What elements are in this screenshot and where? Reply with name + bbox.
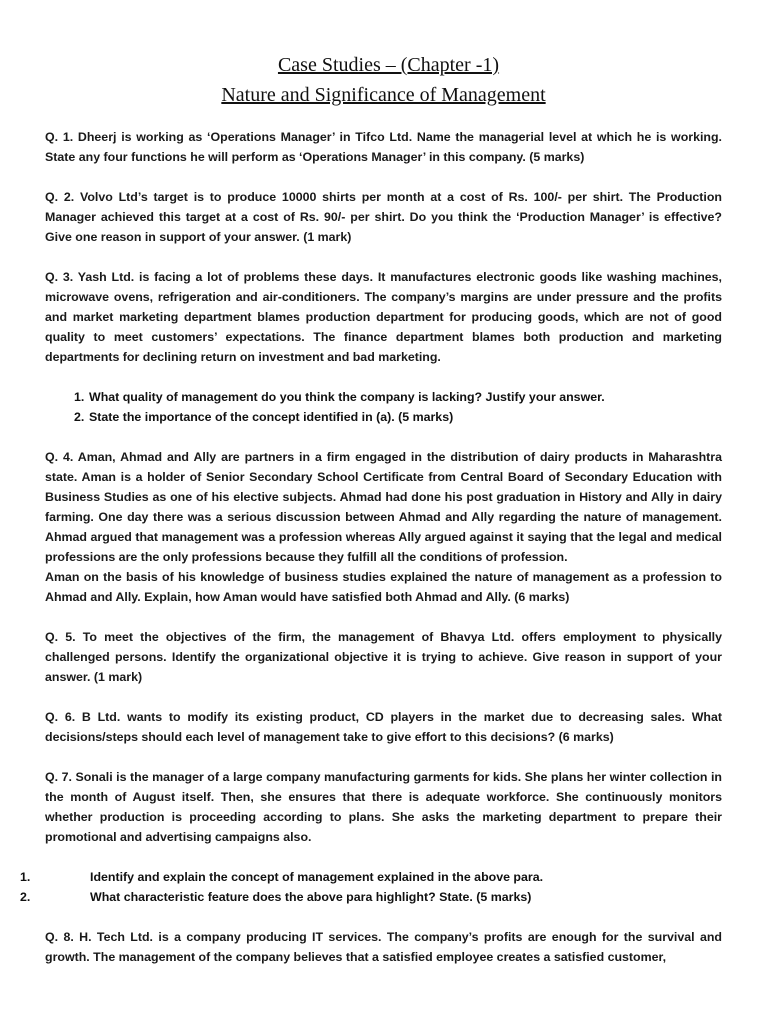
question-1: Q. 1. Dheerj is working as ‘Operations Manager’ in Tifco Ltd. Name the managerial level at which he is working. State any four functions he will perform as ‘Operations Manager’ in this company. (5 marks) — [45, 130, 722, 164]
question-8: Q. 8. H. Tech Ltd. is a company producing IT services. The company’s profits are enough for the survival and growth. The management of the company believes that a satisfied employee creates a satisfied customer, — [45, 930, 722, 964]
list-item: 1. Identify and explain the concept of management explained in the above para. — [20, 870, 544, 884]
question-4: Q. 4. Aman, Ahmad and Ally are partners in a firm engaged in the distribution of dairy products in Maharashtra state. Aman is a holder of Senior Secondary School Certificate from Central Board of Secondary Education with Business Studies as one of his elective subjects. Ahmad had done his post graduation in History and Ally in dairy farming. One day there was a serious discussion between Ahmad and Ally regarding the nature of management. Ahmad argued that management was a profession whereas Ally argued against it saying that the legal and medical professions are the only professions because they fulfill all the conditions of profession. — [45, 450, 722, 564]
question-5: Q. 5. To meet the objectives of the firm, the management of Bhavya Ltd. offers employment to physically challenged persons. Identify the organizational objective it is trying to achieve. Give reason in support of your answer. (1 mark) — [45, 630, 722, 684]
title-line-1: Case Studies – (Chapter -1) — [277, 54, 500, 76]
question-4-continuation: Aman on the basis of his knowledge of business studies explained the nature of management as a profession to Ahmad and Ally. Explain, how Aman would have satisfied both Ahmad and Ally. (6 marks) — [45, 570, 722, 604]
list-item: 1. What quality of management do you think the company is lacking? Justify your answer. — [74, 390, 605, 404]
question-6: Q. 6. B Ltd. wants to modify its existing product, CD players in the market due to decreasing sales. What decisions/steps should each level of management take to give effort to this decisions? (6 marks) — [45, 710, 722, 744]
list-item: 2. What characteristic feature does the above para highlight? State. (5 marks) — [20, 890, 532, 904]
question-7-subparts — [20, 867, 722, 907]
question-3-subparts — [45, 387, 722, 427]
question-7: Q. 7. Sonali is the manager of a large company manufacturing garments for kids. She plans her winter collection in the month of August itself. Then, she ensures that there is adequate workforce. She continuously monitors whether production is proceeding according to plans. She asks the marketing department to prepare their promotional and advertising campaigns also. — [45, 770, 722, 844]
question-2: Q. 2. Volvo Ltd’s target is to produce 10000 shirts per month at a cost of Rs. 100/- per shirt. The Production Manager achieved this target at a cost of Rs. 90/- per shirt. Do you think the ‘Production Manager’ is effective? Give one reason in support of your answer. (1 mark) — [45, 190, 722, 244]
question-3: Q. 3. Yash Ltd. is facing a lot of problems these days. It manufactures electronic goods like washing machines, microwave ovens, refrigeration and air-conditioners. The company’s margins are under pressure and the profits and market marketing department blames production department for producing goods, which are not of good quality to meet customers’ expectations. The finance department blames both production and marketing departments for declining return on investment and bad marketing. — [45, 270, 722, 364]
title-line-2: Nature and Significance of Management — [221, 84, 546, 106]
list-item: 2. State the importance of the concept identified in (a). (5 marks) — [74, 410, 454, 424]
